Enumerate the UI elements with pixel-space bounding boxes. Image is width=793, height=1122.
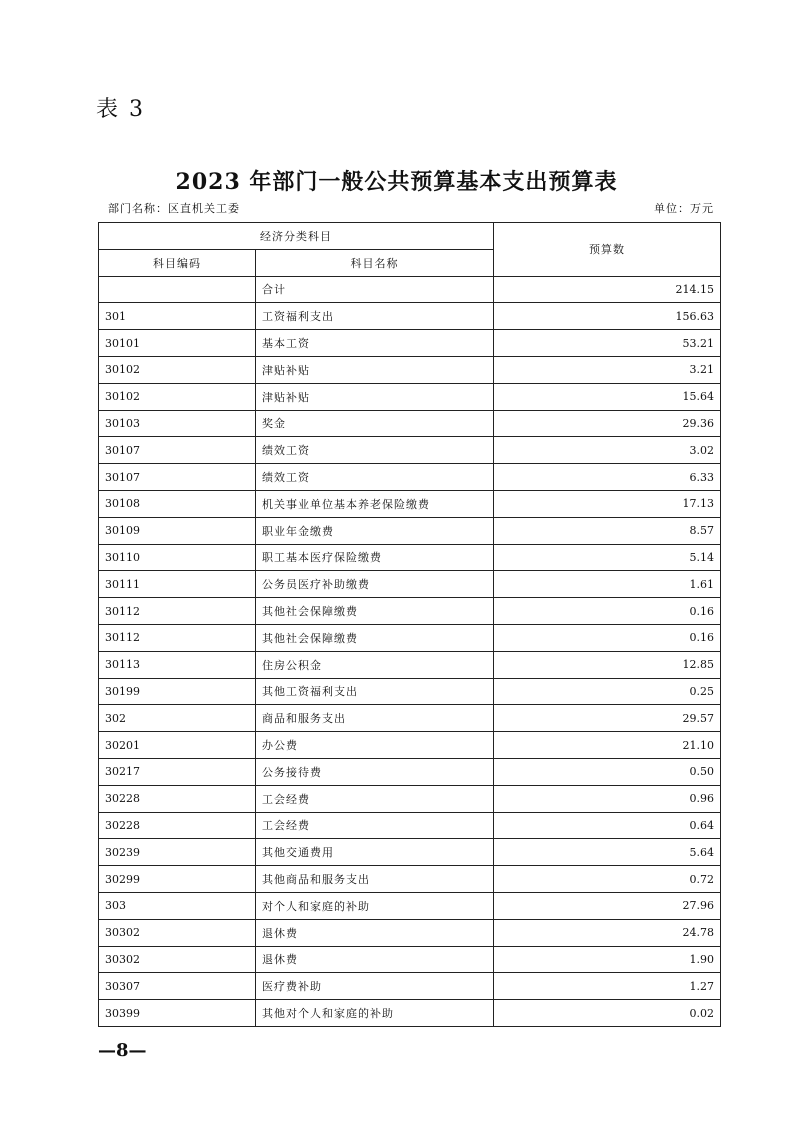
subject-name: 绩效工资: [256, 464, 494, 491]
budget-amount: 156.63: [494, 303, 721, 330]
budget-amount: 3.21: [494, 356, 721, 383]
table-row: [99, 330, 721, 357]
subject-name: 绩效工资: [256, 437, 494, 464]
subject-name: 其他工资福利支出: [256, 678, 494, 705]
subject-name: 医疗费补助: [256, 973, 494, 1000]
subject-name: 机关事业单位基本养老保险缴费: [256, 490, 494, 517]
header-budget-amount: 预算数: [494, 223, 721, 277]
subject-code: 30111: [99, 571, 256, 598]
header-subject-name: 科目名称: [256, 249, 494, 276]
budget-amount: 53.21: [494, 330, 721, 357]
subject-name: 其他对个人和家庭的补助: [256, 1000, 494, 1027]
subject-code: 302: [99, 705, 256, 732]
subject-name: 职业年金缴费: [256, 517, 494, 544]
table-row: [99, 544, 721, 571]
header-row-group: [99, 223, 721, 250]
budget-amount: 15.64: [494, 383, 721, 410]
table-row: [99, 785, 721, 812]
subject-code: 301: [99, 303, 256, 330]
budget-amount: 0.50: [494, 758, 721, 785]
subject-code: 30112: [99, 598, 256, 625]
table-row: [99, 517, 721, 544]
subject-name: 职工基本医疗保险缴费: [256, 544, 494, 571]
budget-amount: 12.85: [494, 651, 721, 678]
budget-amount: 0.02: [494, 1000, 721, 1027]
subject-code: 30299: [99, 866, 256, 893]
subject-name: 津贴补贴: [256, 383, 494, 410]
subject-name: 工会经费: [256, 785, 494, 812]
table-row: [99, 919, 721, 946]
table-row: [99, 732, 721, 759]
unit-label: 单位：万元: [654, 202, 714, 215]
subject-name: 其他社会保障缴费: [256, 598, 494, 625]
budget-amount: 3.02: [494, 437, 721, 464]
budget-amount: 0.64: [494, 812, 721, 839]
subject-code: 30112: [99, 624, 256, 651]
subject-name: 基本工资: [256, 330, 494, 357]
subject-code: 30103: [99, 410, 256, 437]
subject-name: 退休费: [256, 946, 494, 973]
budget-amount: 27.96: [494, 892, 721, 919]
table-body: [99, 276, 721, 1026]
subject-code: 30217: [99, 758, 256, 785]
subject-code: 30302: [99, 946, 256, 973]
table-row: [99, 356, 721, 383]
budget-amount: 29.36: [494, 410, 721, 437]
subject-code: 30107: [99, 464, 256, 491]
subject-code: 30201: [99, 732, 256, 759]
table-row: [99, 812, 721, 839]
subject-name: 其他社会保障缴费: [256, 624, 494, 651]
budget-amount: 21.10: [494, 732, 721, 759]
subject-code: 30102: [99, 356, 256, 383]
budget-amount: 0.72: [494, 866, 721, 893]
table-row: [99, 946, 721, 973]
budget-amount: 1.27: [494, 973, 721, 1000]
table-row: [99, 866, 721, 893]
subject-name: 津贴补贴: [256, 356, 494, 383]
subject-code: 30228: [99, 785, 256, 812]
subject-code: 30102: [99, 383, 256, 410]
subject-name: 公务接待费: [256, 758, 494, 785]
department-name: 部门名称：区直机关工委: [108, 202, 240, 215]
budget-amount: 1.90: [494, 946, 721, 973]
total-name: 合计: [256, 276, 494, 303]
budget-amount: 0.16: [494, 624, 721, 651]
subject-code: 30108: [99, 490, 256, 517]
total-amount: 214.15: [494, 276, 721, 303]
subject-code: 30113: [99, 651, 256, 678]
subject-name: 退休费: [256, 919, 494, 946]
budget-amount: 5.14: [494, 544, 721, 571]
header-subject-code: 科目编码: [99, 249, 256, 276]
page-title: 2023 年部门一般公共预算基本支出预算表: [175, 169, 618, 195]
subject-name: 商品和服务支出: [256, 705, 494, 732]
table-row: [99, 303, 721, 330]
subject-name: 办公费: [256, 732, 494, 759]
subject-code: 30101: [99, 330, 256, 357]
subject-code: 30107: [99, 437, 256, 464]
table-row: [99, 464, 721, 491]
subject-name: 对个人和家庭的补助: [256, 892, 494, 919]
budget-table: [98, 222, 721, 1027]
budget-amount: 17.13: [494, 490, 721, 517]
total-row: [99, 276, 721, 303]
subject-code: 30302: [99, 919, 256, 946]
budget-amount: 8.57: [494, 517, 721, 544]
budget-amount: 6.33: [494, 464, 721, 491]
budget-amount: 24.78: [494, 919, 721, 946]
table-row: [99, 571, 721, 598]
subject-name: 奖金: [256, 410, 494, 437]
subject-name: 住房公积金: [256, 651, 494, 678]
table-row: [99, 490, 721, 517]
table-row: [99, 705, 721, 732]
table-row: [99, 973, 721, 1000]
budget-amount: 0.25: [494, 678, 721, 705]
subject-name: 公务员医疗补助缴费: [256, 571, 494, 598]
subject-code: 30199: [99, 678, 256, 705]
table-row: [99, 624, 721, 651]
subject-name: 其他商品和服务支出: [256, 866, 494, 893]
total-code: [99, 276, 256, 303]
page-number: —8—: [98, 1040, 147, 1061]
budget-amount: 0.16: [494, 598, 721, 625]
table-row: [99, 839, 721, 866]
table-row: [99, 758, 721, 785]
table-row: [99, 383, 721, 410]
subject-code: 30399: [99, 1000, 256, 1027]
table-row: [99, 437, 721, 464]
subject-code: 303: [99, 892, 256, 919]
budget-amount: 1.61: [494, 571, 721, 598]
table-row: [99, 598, 721, 625]
budget-amount: 29.57: [494, 705, 721, 732]
subject-name: 工资福利支出: [256, 303, 494, 330]
subject-code: 30110: [99, 544, 256, 571]
budget-amount: 5.64: [494, 839, 721, 866]
table-row: [99, 651, 721, 678]
subject-code: 30228: [99, 812, 256, 839]
subject-code: 30239: [99, 839, 256, 866]
subject-code: 30109: [99, 517, 256, 544]
table-label: 表 3: [96, 97, 145, 122]
subject-code: 30307: [99, 973, 256, 1000]
header-economic-category: 经济分类科目: [99, 223, 494, 250]
subject-name: 其他交通费用: [256, 839, 494, 866]
subject-name: 工会经费: [256, 812, 494, 839]
table-row: [99, 410, 721, 437]
budget-amount: 0.96: [494, 785, 721, 812]
table-row: [99, 678, 721, 705]
table-row: [99, 892, 721, 919]
table-row: [99, 1000, 721, 1027]
